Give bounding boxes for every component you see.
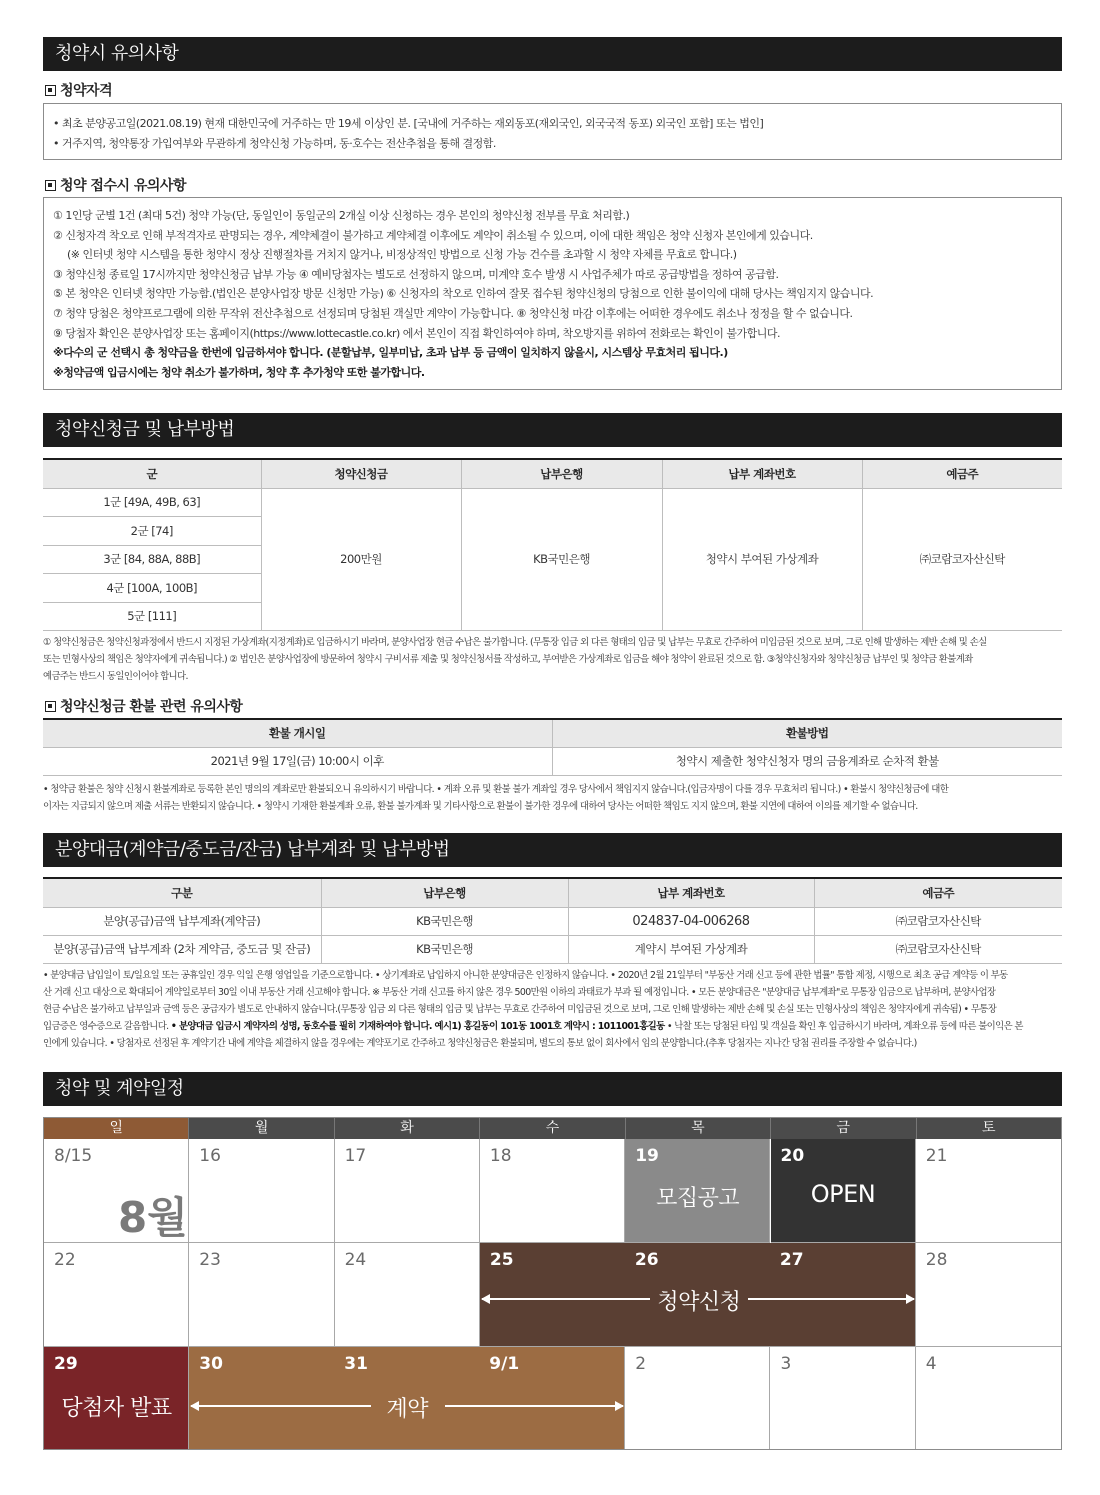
- subtitle-eligibility-label: 청약자격: [60, 83, 113, 99]
- weekday-sat: 토: [916, 1118, 1061, 1139]
- day-cell-open: [771, 1139, 916, 1243]
- group-cell: 3군 [84, 88A, 88B]: [43, 545, 261, 574]
- note-line: [43, 1018, 1065, 1035]
- day-cell: [189, 1139, 334, 1243]
- notes-line: ⑦ 청약 당첨은 청약프로그램에 의한 무작위 전산추첨으로 선정되며 당첨된 객실만 계약이 가능합니다. ⑧ 청약신청 마감 이후에는 어떠한 경우에도 취소나 정정을 할 수 없습니다.: [53, 306, 853, 320]
- payment-table: [43, 877, 1062, 964]
- day-number: 4: [925, 1354, 937, 1374]
- col-header: 구분: [43, 878, 321, 907]
- account-cell: 024837-04-006268: [568, 907, 814, 935]
- day-number: 25: [489, 1250, 514, 1270]
- day-number: 20: [780, 1146, 805, 1166]
- notes-bold-line: ※다수의 군 선택시 총 청약금을 한번에 입금하셔야 합니다. (분할납부, 일부미납, 초과 납부 등 금액이 일치하지 않을시, 시스템상 무효처리 됩니다.): [53, 346, 728, 360]
- group-cell: 1군 [49A, 49B, 63]: [43, 488, 261, 517]
- notes-line: ⑨ 당첨자 확인은 분양사업장 또는 홈페이지(https://www.lottecastle.co.kr) 에서 본인이 직접 확인하여야 하며, 착오방지를 위하여 전화로는 확인이 불가합니다.: [53, 326, 781, 340]
- note-line: 예금주는 반드시 동일인이어야 합니다.: [43, 671, 188, 682]
- type-cell: 분양(공급)금액 납부계좌(계약금): [43, 907, 321, 935]
- table-row: [43, 935, 1062, 963]
- notes-bold-line: ※청약금액 입금시에는 청약 취소가 불가하며, 청약 후 추가청약 또한 불가합니다.: [53, 365, 425, 379]
- weekday-thu: 목: [625, 1118, 770, 1139]
- day-cell: [916, 1243, 1061, 1347]
- payment-notes: [43, 967, 1065, 1052]
- day-number: 18: [489, 1146, 512, 1166]
- refund-date-cell: 2021년 9월 17일(금) 10:00시 이후: [43, 747, 552, 775]
- eligibility-line: • 거주지역, 청약통장 가입여부와 무관하게 청약신청 가능하며, 동·호수는 전산추첨을 통해 결정함.: [53, 136, 496, 150]
- account-cell: 청약시 부여된 가상계좌: [662, 488, 862, 631]
- day-cell: [44, 1243, 189, 1347]
- subtitle-application-notes-label: 청약 접수시 유의사항: [60, 178, 186, 194]
- group-cell: 2군 [74]: [43, 517, 261, 546]
- day-number: 22: [54, 1250, 76, 1270]
- schedule-calendar: [43, 1117, 1062, 1450]
- col-header: 청약신청금: [261, 459, 461, 488]
- group-cell: 5군 [111]: [43, 602, 261, 631]
- col-header: 예금주: [862, 459, 1062, 488]
- notes-line: ② 신청자격 착오로 인해 부적격자로 판명되는 경우, 계약체결이 불가하고 계약체결 이후에도 계약이 취소될 수 있으며, 이에 대한 책임은 청약 신청자 본인에게 있습니다.: [53, 228, 813, 242]
- day-number: 3: [780, 1354, 792, 1374]
- event-apply: 청약신청: [657, 1290, 741, 1315]
- table-header-row: [43, 878, 1062, 907]
- bank-cell: KB국민은행: [321, 935, 568, 963]
- day-number: 30: [199, 1354, 223, 1374]
- col-header: 군: [43, 459, 261, 488]
- section-title-payment: 분양대금(계약금/중도금/잔금) 납부계좌 및 납부방법: [43, 833, 1062, 867]
- notes-line: ⑤ 본 청약은 인터넷 청약만 가능함.(법인은 분양사업장 방문 신청만 가능) ⑥ 신청자의 착오로 인하여 잘못 접수된 청약신청의 당첨으로 인한 불이익에 대해 당사는 책임지지 않습니다.: [53, 287, 874, 301]
- day-cell: [916, 1139, 1061, 1243]
- day-cell: [480, 1139, 625, 1243]
- day-number: 23: [199, 1250, 221, 1270]
- col-header: 예금주: [814, 878, 1062, 907]
- section-title-schedule: 청약 및 계약일정: [43, 1072, 1062, 1106]
- col-header: 납부은행: [321, 878, 568, 907]
- bank-cell: KB국민은행: [321, 907, 568, 935]
- note-bold-text: • 분양대금 입금시 계약자의 성명, 동호수를 필히 기재하여야 합니다. 예시1) 홍길동이 101동 1001호 계약시 : 1011001홍길동: [170, 1021, 665, 1032]
- col-header: 납부 계좌번호: [662, 459, 862, 488]
- event-open: OPEN: [810, 1180, 876, 1208]
- col-header: 환불 개시일: [43, 719, 552, 747]
- note-line: 인에게 있습니다. • 당첨자로 선정된 후 계약기간 내에 계약을 체결하지 않을 경우에는 계약포기로 간주하고 청약신청금은 환불되며, 별도의 통보 없이 회사에서 임의 분양합니다.(추후 당첨자는 지나간 당첨 권리를 주장할 수 없습니다.): [43, 1038, 917, 1049]
- square-bullet-icon: [45, 701, 56, 712]
- day-number: 2: [635, 1354, 647, 1374]
- square-bullet-icon: [45, 85, 56, 96]
- application-notes-box: [43, 197, 1062, 390]
- day-number: 8/15: [54, 1146, 93, 1166]
- refund-method-cell: 청약시 제출한 청약신청자 명의 금융계좌로 순차적 환불: [552, 747, 1062, 775]
- day-cell: [916, 1347, 1061, 1449]
- subtitle-eligibility: [45, 80, 112, 100]
- table-row: [43, 747, 1062, 775]
- deposit-table: [43, 458, 1062, 631]
- event-apply-span: [480, 1243, 916, 1347]
- notes-line: ① 1인당 군별 1건 (최대 5건) 청약 가능(단, 동일인이 동일군의 2개실 이상 신청하는 경우 본인의 청약신청 전부를 무효 처리함.): [53, 209, 630, 222]
- day-cell: [44, 1139, 189, 1243]
- arrow-left-icon: [482, 1298, 650, 1300]
- day-number: 24: [344, 1250, 367, 1270]
- day-cell: [625, 1347, 770, 1449]
- group-cell: 4군 [100A, 100B]: [43, 574, 261, 603]
- note-line: 현금 수납은 불가하고 납부일과 금액 등은 공급자가 별도로 안내하지 않습니다.(무통장 입금 외 다른 형태의 입금 및 납부는 무효로 간주하여 미입금된 것으로 보며, 그로 인해 발생하는 제반 손해 및 손실 또는 민형사상의 책임은 청약자에게 귀속됨) • 무통장: [43, 1004, 997, 1015]
- day-number: 26: [634, 1250, 659, 1270]
- day-cell-winner: [44, 1347, 189, 1449]
- col-header: 납부은행: [461, 459, 662, 488]
- section-title-notice: 청약시 유의사항: [43, 37, 1062, 71]
- event-notice: 모집공고: [656, 1186, 740, 1211]
- weekday-header: [44, 1118, 1061, 1139]
- weekday-sun: 일: [44, 1118, 188, 1139]
- eligibility-line: • 최초 분양공고일(2021.08.19) 현재 대한민국에 거주하는 만 19세 이상인 분. [국내에 거주하는 재외동포(재외국인, 외국국적 동포) 외국인 포함] 또는 법인]: [53, 117, 764, 130]
- note-text: • 낙찰 또는 당첨된 타입 및 객실을 확인 후 입금하시기 바라며, 계좌오류 등에 따른 불이익은 본: [664, 1021, 1023, 1032]
- amount-cell: 200만원: [261, 488, 461, 631]
- note-line: 이자는 지급되지 않으며 제출 서류는 반환되지 않습니다. • 청약시 기재한 환불계좌 오류, 환불 불가계좌 및 기타사항으로 환불이 불가한 경우에 대하여 당사는 어떠한 책임도 지지 않으며, 환불 지연에 대하여 이의를 제기할 수 없습니다.: [43, 801, 918, 812]
- note-line: 또는 민형사상의 책임은 청약자에게 귀속됩니다.) ② 법인은 분양사업장에 방문하여 청약시 구비서류 제출 및 청약신청서를 작성하고, 부여받은 가상계좌로 입금을 해야 청약이 완료된 것으로 함. ③청약신청자와 청약신청금 납부인 및 청약금 환불계좌: [43, 654, 973, 665]
- weekday-wed: 수: [479, 1118, 624, 1139]
- weekday-fri: 금: [770, 1118, 915, 1139]
- account-cell: 계약시 부여된 가상계좌: [568, 935, 814, 963]
- day-cell: [189, 1243, 334, 1347]
- subtitle-refund: [45, 696, 242, 716]
- arrow-right-icon: [748, 1298, 914, 1300]
- section-title-deposit: 청약신청금 및 납부방법: [43, 413, 1062, 447]
- note-text: 입금증은 영수증으로 갈음합니다.: [43, 1021, 169, 1032]
- weekday-tue: 화: [334, 1118, 479, 1139]
- day-number: 9/1: [489, 1354, 520, 1374]
- note-line: • 청약금 환불은 청약 신청시 환불계좌로 등록한 본인 명의의 계좌로만 환불되오니 유의하시기 바랍니다. • 계좌 오류 및 환불 불가 계좌일 경우 당사에서 책임지지 않습니다.(입금자명이 다를 경우 무효처리 됩니다.) • 환불시 청약신청금에 대한: [43, 784, 949, 795]
- day-number: 31: [344, 1354, 368, 1374]
- col-header: 환불방법: [552, 719, 1062, 747]
- subtitle-application-notes: [45, 175, 186, 195]
- day-cell: [335, 1243, 480, 1347]
- holder-cell: ㈜코람코자산신탁: [862, 488, 1062, 631]
- table-header-row: [43, 459, 1062, 488]
- note-line: • 분양대금 납입일이 토/일요일 또는 공휴일인 경우 익일 은행 영업일을 기준으로합니다. • 상기계좌로 납입하지 아니한 분양대금은 인정하지 않습니다. • 2020년 2월 21일부터 "부동산 거래 신고 등에 관한 법률" 통합 제정, 시행으로 최초 공급 계약등 이 부동: [43, 970, 1008, 981]
- event-contract-span: [189, 1347, 625, 1449]
- arrow-right-icon: [445, 1405, 623, 1407]
- note-line: ① 청약신청금은 청약신청과정에서 반드시 지정된 가상계좌(지정계좌)로 입금하시기 바라며, 분양사업장 현금 수납은 불가합니다. (무통장 입금 외 다른 형태의 입금 및 납부는 무효로 간주하여 미입금된 것으로 보며, 그로 인해 발생하는 제반 손해 및 손실: [43, 637, 987, 648]
- eligibility-box: [43, 103, 1062, 160]
- notes-line: ③ 청약신청 종료일 17시까지만 청약신청금 납부 가능 ④ 예비당첨자는 별도로 선정하지 않으며, 미계약 호수 발생 시 사업주체가 따로 공급방법을 정하여 공급함.: [53, 267, 779, 281]
- day-cell-notice: [625, 1139, 770, 1243]
- holder-cell: ㈜코람코자산신탁: [814, 935, 1062, 963]
- arrow-left-icon: [191, 1405, 371, 1407]
- weekday-mon: 월: [188, 1118, 333, 1139]
- day-number: 21: [925, 1146, 948, 1166]
- holder-cell: ㈜코람코자산신탁: [814, 907, 1062, 935]
- table-row: [43, 488, 1062, 517]
- day-number: 16: [199, 1146, 221, 1166]
- subtitle-refund-label: 청약신청금 환불 관련 유의사항: [60, 699, 243, 715]
- event-winner: 당첨자 발표: [61, 1396, 172, 1421]
- type-cell: 분양(공급)금액 납부계좌 (2차 계약금, 중도금 및 잔금): [43, 935, 321, 963]
- table-row: [43, 907, 1062, 935]
- day-number: 29: [54, 1354, 78, 1374]
- note-line: 산 거래 신고 대상으로 확대되어 계약일로부터 30일 이내 부동산 거래 신고해야 합니다. ※ 부동산 거래 신고를 하지 않은 경우 500만원 이하의 과태료가 부과 될 예정입니다. • 모든 분양대금은 "분양대금 납부계좌"로 무통장 입금으로 납부하며, 분양사업장: [43, 987, 996, 998]
- table-header-row: [43, 719, 1062, 747]
- refund-notes: [43, 781, 1065, 815]
- day-number: 27: [779, 1250, 804, 1270]
- day-number: 19: [635, 1146, 659, 1166]
- event-contract: 계약: [386, 1397, 429, 1422]
- day-cell: [771, 1347, 916, 1449]
- day-number: 28: [925, 1250, 948, 1270]
- bank-cell: KB국민은행: [461, 488, 662, 631]
- day-number: 17: [344, 1146, 367, 1166]
- day-cell: [335, 1139, 480, 1243]
- refund-table: [43, 718, 1062, 776]
- deposit-notes: [43, 634, 1065, 685]
- square-bullet-icon: [45, 180, 56, 191]
- month-label: 8월: [118, 1193, 188, 1242]
- notes-line: (※ 인터넷 청약 시스템을 통한 청약시 정상 진행절차를 거치지 않거나, 비정상적인 방법으로 신청 가능 건수를 초과할 시 청약 자체를 무효로 합니다.): [67, 248, 737, 262]
- col-header: 납부 계좌번호: [568, 878, 814, 907]
